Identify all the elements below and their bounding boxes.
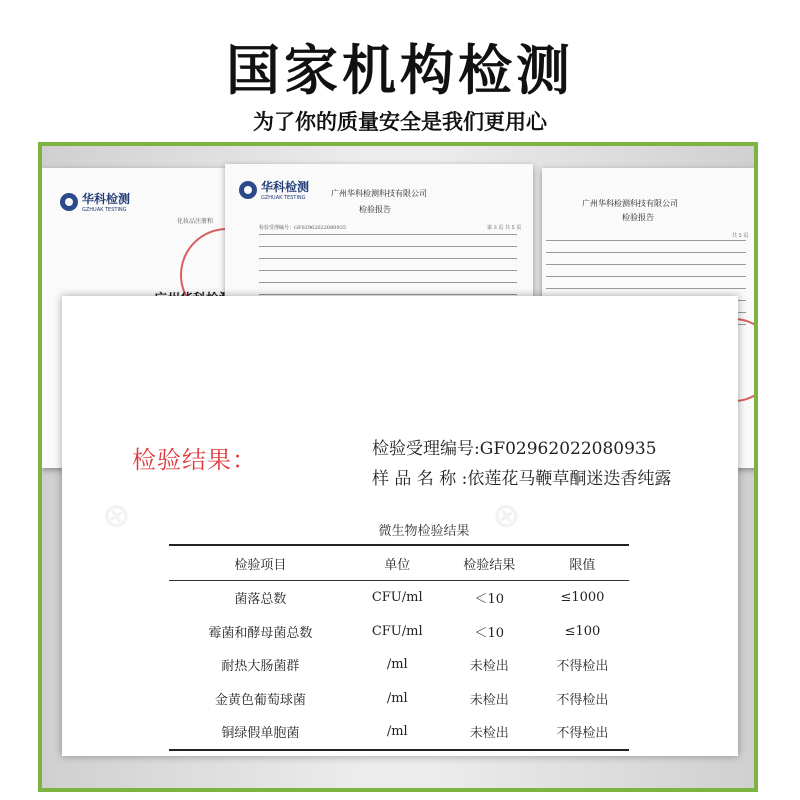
right-company-name: 广州华科检测科技有限公司: [582, 199, 678, 208]
watermark: ⊕: [483, 491, 530, 541]
result-label: 检验结果：: [132, 446, 257, 474]
cell-result: 未检出: [469, 659, 509, 675]
divider: [546, 264, 746, 265]
logo-name: 华科检测: [82, 192, 131, 206]
center-company-name: 广州华科检测科技有限公司: [331, 189, 427, 198]
cell-limit: ≤100: [564, 623, 601, 639]
divider: [546, 252, 746, 253]
cell-result: ＜10: [474, 592, 505, 608]
watermark: ⊕: [93, 491, 140, 541]
accept-number-value: GF02962022080935: [479, 439, 657, 459]
page-title: 国家机构检测: [226, 39, 574, 102]
divider: [546, 288, 746, 289]
cell-item: 金黄色葡萄球菌: [214, 692, 306, 708]
sample-name-row: [372, 464, 671, 489]
center-accept-number: 检验受理编号：GF02962022080935: [259, 225, 347, 231]
cell-unit: /ml: [386, 690, 408, 706]
divider: [546, 240, 746, 241]
cell-limit: 不得检出: [556, 692, 609, 708]
logo-center: [239, 178, 309, 201]
cell-item: 铜绿假单胞菌: [169, 715, 352, 750]
table-row: [169, 648, 629, 682]
page-subtitle: 为了你的质量安全是我们更用心: [253, 110, 547, 134]
table-header-row: [169, 545, 629, 581]
microbial-results-table: [169, 544, 629, 751]
company-logo-icon: [60, 193, 78, 211]
cell-result: 未检出: [443, 715, 536, 750]
table-row: [169, 715, 629, 750]
divider: [259, 258, 517, 259]
cell-item: 菌落总数: [234, 592, 287, 608]
table-title: 微生物检验结果: [378, 524, 470, 539]
logo-subtitle: GZHUAK TESTING: [82, 207, 127, 213]
cell-result: 未检出: [469, 692, 509, 708]
divider: [259, 270, 517, 271]
accept-number-label: 检验受理编号:: [372, 439, 480, 459]
cell-limit: 不得检出: [536, 715, 629, 750]
cell-limit: 不得检出: [556, 659, 609, 675]
logo-subtitle: GZHUAK TESTING: [261, 195, 306, 201]
column-header: 限值: [536, 545, 629, 581]
divider: [259, 234, 517, 235]
right-report-title: 检验报告: [622, 213, 654, 222]
results-panel: [62, 296, 738, 756]
center-page-number: 第 3 页 共 5 页: [487, 225, 522, 231]
column-header: 检验结果: [443, 545, 536, 581]
cell-unit: CFU/ml: [371, 590, 423, 606]
cell-unit: /ml: [386, 657, 408, 673]
divider: [259, 246, 517, 247]
table-row: [169, 682, 629, 716]
cell-unit: CFU/ml: [371, 623, 423, 639]
divider: [259, 294, 517, 295]
sample-name-label: 样 品 名 称 :: [372, 469, 468, 489]
left-top-note: 化妆品注册和: [177, 218, 214, 225]
cell-unit: /ml: [352, 715, 443, 750]
table-row: [169, 615, 629, 649]
table-row: [169, 581, 629, 615]
cell-item: 耐热大肠菌群: [221, 659, 300, 675]
cell-result: ＜10: [474, 625, 505, 641]
report-frame: [38, 142, 758, 792]
cell-limit: ≤1000: [560, 590, 605, 606]
divider: [546, 276, 746, 277]
divider: [259, 282, 517, 283]
right-page-number: 共 5 页: [732, 233, 749, 239]
column-header: 单位: [352, 545, 443, 581]
column-header: 检验项目: [169, 545, 352, 581]
logo-left: [60, 190, 130, 213]
center-report-title: 检验报告: [359, 205, 391, 214]
cell-item: 霉菌和酵母菌总数: [208, 625, 313, 641]
accept-number-row: [372, 434, 657, 459]
company-logo-icon: [239, 181, 257, 199]
sample-name-value: 依莲花马鞭草酮迷迭香纯露: [467, 469, 672, 489]
logo-name: 华科检测: [261, 180, 310, 194]
